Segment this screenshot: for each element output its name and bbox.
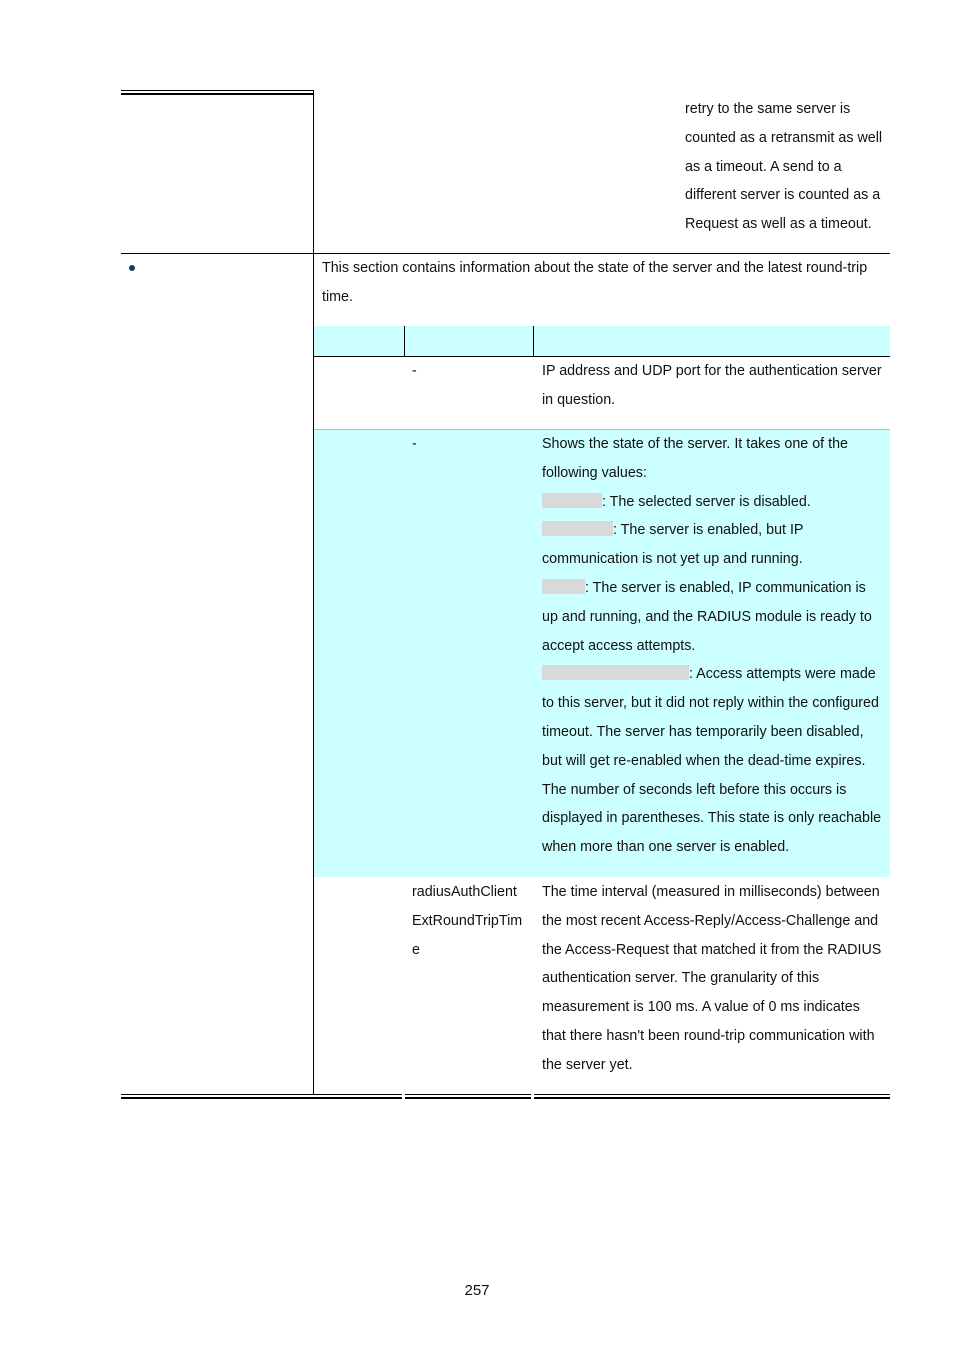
bottom-rule-gap: [402, 1093, 405, 1100]
table-bottom-rule: [121, 1094, 890, 1095]
description-cell: Shows the state of the server. It takes one of the following values: : The selected server is disabled. : The server is enabled, but IP communication is not yet up and running. : The server is enabled, IP communication is up and running, and the RADIUS module is ready to accept access attempts. : Access attempts were made to this server, but it did not reply within the configured timeout. The server has temporarily been disabled, but will get re-enabled when the dead-time expires. The number of seconds left before this occurs is displayed in parentheses. This state is only reachable when more than one server is enabled.: [542, 436, 882, 856]
table-top-rule: [121, 90, 314, 91]
header-divider: [533, 326, 534, 356]
top-row-description: retry to the same server is counted as a retransmit as well as a timeout. A send to a different server is counted as a Request as well as a timeout.: [685, 101, 883, 233]
page-number: 257: [464, 1282, 490, 1299]
status-section-intro: This section contains information about the state of the server and the latest round-trip time.: [322, 260, 868, 305]
inner-table-header: [314, 326, 890, 356]
redacted-state-name: [542, 521, 613, 536]
mib-name-cell: -: [412, 363, 417, 379]
mib-name-cell: -: [412, 436, 417, 452]
redacted-state-name: [542, 579, 585, 594]
header-divider: [404, 326, 405, 356]
redacted-state-name: [542, 665, 689, 680]
table-bottom-rule: [121, 1097, 890, 1099]
redacted-state-name: [542, 493, 602, 508]
table-top-rule: [121, 93, 314, 95]
bullet-icon: [129, 265, 135, 271]
mib-name-cell: radiusAuthClient ExtRoundTripTim e: [412, 884, 523, 958]
bottom-rule-gap: [531, 1093, 534, 1100]
description-cell: IP address and UDP port for the authentication server in question.: [542, 363, 882, 408]
description-cell: The time interval (measured in milliseconds) between the most recent Access-Reply/Access-Challenge and the Access-Request that matched it from the RADIUS authentication server. The granularity of this measurement is 100 ms. A value of 0 ms indicates that there hasn't been round-trip communication with the server yet.: [542, 884, 882, 1073]
